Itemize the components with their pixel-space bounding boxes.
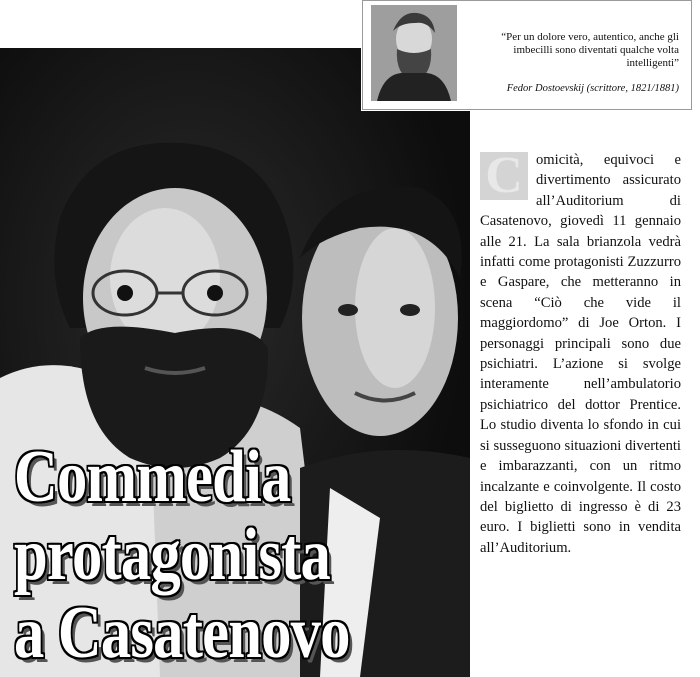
quote-text: “Per un dolore vero, autentico, anche gli imbecilli sono diventati qualche volta intelligenti” [501,31,679,69]
headline-line-1: Commedia [14,436,291,518]
dostoevsky-portrait [371,5,457,101]
article-text: omicità, equivoci e divertimento assicurato all’Auditorium di Casatenovo, giovedì 11 gennaio alle 21. La sala brianzola vedrà infatti come protagonisti Zuzzurro e Gaspare, che metteranno in scena “Ciò che vide il maggiordomo” di Joe Orton. I personaggi principali sono due psichiatri. L’azione si svolge interamente nell’ambulatorio psichiatrico del dottor Prentice. Lo studio diventa lo sfondo in cui si susseguono situazioni divertenti e imbarazzanti, con un ritmo incalzante e coinvolgente. Il costo del biglietto di ingresso è di 23 euro. I biglietti sono in vendita all’Auditorium. [480,152,681,556]
headline-line-3: a Casatenovo [14,592,350,674]
headline-line-2: protagonista [14,514,331,596]
quote-box [362,0,692,110]
article-body [480,147,681,558]
headline [14,438,375,672]
quote-author: Fedor Dostoevskij (scrittore, 1821/1881) [506,83,679,94]
drop-cap: C [480,152,528,200]
